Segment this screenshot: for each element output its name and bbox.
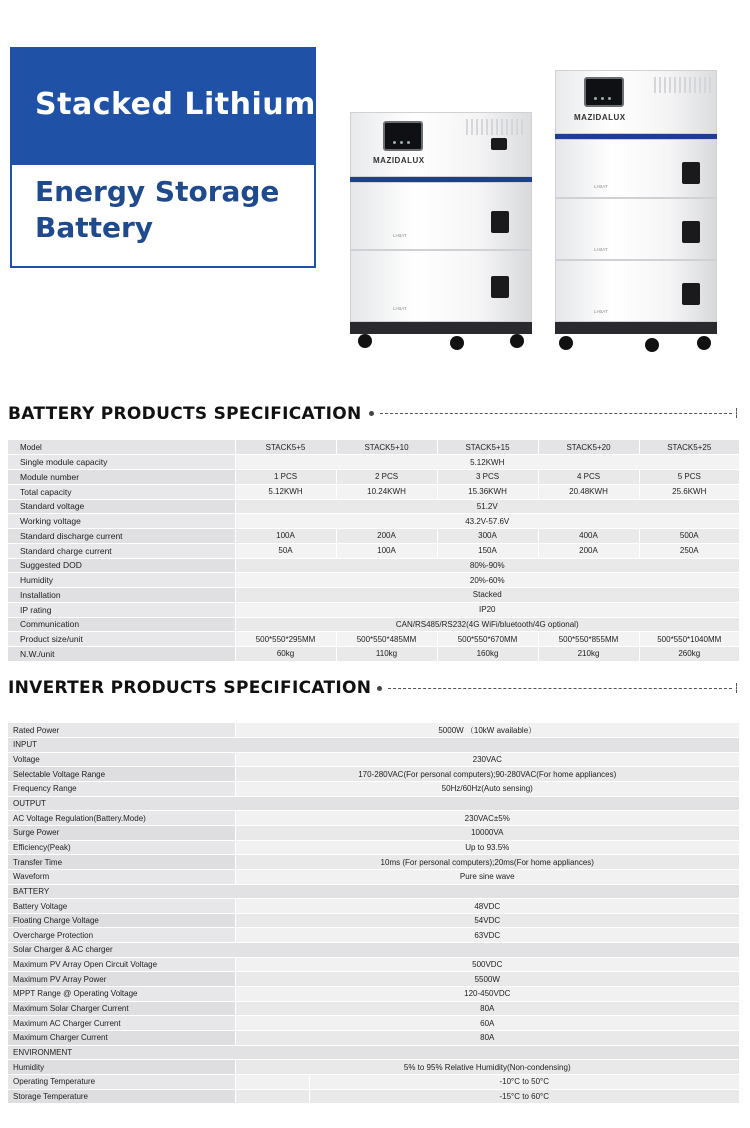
row-label: Battery Voltage <box>8 899 235 914</box>
display-screen-icon <box>383 121 423 151</box>
table-row <box>8 588 739 603</box>
row-value: 60kg <box>235 647 336 662</box>
row-value: 200A <box>336 529 437 544</box>
battery-spec-table <box>8 440 739 662</box>
row-label: Total capacity <box>8 484 235 499</box>
table-row <box>8 972 739 987</box>
row-label: Humidity <box>8 1060 235 1075</box>
row-value: 200A <box>538 543 639 558</box>
table-row <box>8 543 739 558</box>
row-value: 1 PCS <box>235 470 336 485</box>
table-row <box>8 767 739 782</box>
hero-banner <box>0 0 750 380</box>
group-label: BATTERY <box>8 884 739 899</box>
table-header-row <box>8 440 739 455</box>
spacer-cell <box>235 1089 309 1104</box>
row-value: 500*550*670MM <box>437 632 538 647</box>
table-row <box>8 632 739 647</box>
row-label: Humidity <box>8 573 235 588</box>
column-header-model: STACK5+25 <box>639 440 739 455</box>
table-row <box>8 617 739 632</box>
table-row <box>8 782 739 797</box>
table-row <box>8 602 739 617</box>
battery-spec-heading: BATTERY PRODUCTS SPECIFICATION <box>8 404 362 424</box>
row-value: 15.36KWH <box>437 484 538 499</box>
row-value: 5 PCS <box>639 470 739 485</box>
row-label: Floating Charge Voltage <box>8 913 235 928</box>
display-screen-icon <box>584 77 624 107</box>
table-row <box>8 825 739 840</box>
row-label: Transfer Time <box>8 855 235 870</box>
row-value: 260kg <box>639 647 739 662</box>
vent-grille <box>466 119 526 135</box>
row-label: Efficiency(Peak) <box>8 840 235 855</box>
row-label: Waveform <box>8 869 235 884</box>
row-value: 80A <box>235 1030 739 1045</box>
row-label: Working voltage <box>8 514 235 529</box>
row-value: 100A <box>336 543 437 558</box>
heading-bullet <box>377 686 382 691</box>
row-label: Standard discharge current <box>8 529 235 544</box>
row-label: Overcharge Protection <box>8 928 235 943</box>
table-row <box>8 514 739 529</box>
row-value: Pure sine wave <box>235 869 739 884</box>
group-label: ENVIRONMENT <box>8 1045 739 1060</box>
row-value: 4 PCS <box>538 470 639 485</box>
table-row <box>8 899 739 914</box>
row-value: 10.24KWH <box>336 484 437 499</box>
row-value: IP20 <box>235 602 739 617</box>
row-value: 400A <box>538 529 639 544</box>
table-row <box>8 855 739 870</box>
row-label: Communication <box>8 617 235 632</box>
row-value: 10000VA <box>235 825 739 840</box>
inverter-spec-heading: INVERTER PRODUCTS SPECIFICATION <box>8 678 372 698</box>
row-label: Storage Temperature <box>8 1089 235 1104</box>
row-value: 63VDC <box>235 928 739 943</box>
row-label: Product size/unit <box>8 632 235 647</box>
subtitle-box <box>10 165 316 268</box>
row-label: Operating Temperature <box>8 1074 235 1089</box>
table-row <box>8 987 739 1002</box>
row-value: 300A <box>437 529 538 544</box>
row-value: Up to 93.5% <box>235 840 739 855</box>
row-label: Selectable Voltage Range <box>8 767 235 782</box>
row-value: -10°C to 50°C <box>309 1074 739 1089</box>
row-value: 120-450VDC <box>235 987 739 1002</box>
row-label: Rated Power <box>8 723 235 738</box>
group-label: OUTPUT <box>8 796 739 811</box>
row-value: CAN/RS485/RS232(4G WiFi/bluetooth/4G optional) <box>235 617 739 632</box>
row-label: Installation <box>8 588 235 603</box>
table-row <box>8 1001 739 1016</box>
row-label: Standard charge current <box>8 543 235 558</box>
battery-product-image-large: MAZIDALUX LI-BAT LI-BAT LI-BAT <box>555 70 717 352</box>
row-label: Frequency Range <box>8 782 235 797</box>
row-value: 500A <box>639 529 739 544</box>
table-row <box>8 455 739 470</box>
battery-product-image-small: MAZIDALUX LI-BAT LI-BAT <box>350 112 532 350</box>
row-value: 160kg <box>437 647 538 662</box>
table-row <box>8 499 739 514</box>
row-label: N.W./unit <box>8 647 235 662</box>
row-value: 5% to 95% Relative Humidity(Non-condensing) <box>235 1060 739 1075</box>
table-row <box>8 1074 739 1089</box>
column-header-model: STACK5+5 <box>235 440 336 455</box>
row-value: 3 PCS <box>437 470 538 485</box>
table-group-row <box>8 1045 739 1060</box>
table-row <box>8 1016 739 1031</box>
inverter-spec-table <box>8 723 739 1104</box>
column-header-model: STACK5+20 <box>538 440 639 455</box>
group-label: Solar Charger & AC charger <box>8 943 739 958</box>
row-value: 100A <box>235 529 336 544</box>
row-value: 500*550*295MM <box>235 632 336 647</box>
table-row <box>8 573 739 588</box>
row-label: Maximum AC Charger Current <box>8 1016 235 1031</box>
group-label: INPUT <box>8 738 739 753</box>
brand-logo: MAZIDALUX <box>574 113 626 122</box>
table-group-row <box>8 796 739 811</box>
row-value: 230VAC <box>235 752 739 767</box>
row-label: Maximum PV Array Open Circuit Voltage <box>8 957 235 972</box>
row-value: 20.48KWH <box>538 484 639 499</box>
row-value: 60A <box>235 1016 739 1031</box>
row-value: 48VDC <box>235 899 739 914</box>
row-value: 25.6KWH <box>639 484 739 499</box>
row-value: 500VDC <box>235 957 739 972</box>
column-header-label: Model <box>8 440 235 455</box>
column-header-model: STACK5+10 <box>336 440 437 455</box>
row-label: Single module capacity <box>8 455 235 470</box>
row-label: Maximum Charger Current <box>8 1030 235 1045</box>
row-value: 5.12KWH <box>235 455 739 470</box>
heading-divider <box>388 688 732 689</box>
row-value: 2 PCS <box>336 470 437 485</box>
row-value: 230VAC±5% <box>235 811 739 826</box>
row-value: 5.12KWH <box>235 484 336 499</box>
spacer-cell <box>235 1074 309 1089</box>
table-group-row <box>8 738 739 753</box>
hero-title: Stacked Lithium <box>35 87 316 122</box>
table-row <box>8 647 739 662</box>
table-group-row <box>8 884 739 899</box>
row-label: Maximum Solar Charger Current <box>8 1001 235 1016</box>
row-value: 210kg <box>538 647 639 662</box>
row-label: MPPT Range @ Operating Voltage <box>8 987 235 1002</box>
column-header-model: STACK5+15 <box>437 440 538 455</box>
row-value: 110kg <box>336 647 437 662</box>
row-value: 50A <box>235 543 336 558</box>
table-row <box>8 913 739 928</box>
table-row <box>8 1089 739 1104</box>
row-value: 51.2V <box>235 499 739 514</box>
row-value: 20%-60% <box>235 573 739 588</box>
row-value: 500*550*1040MM <box>639 632 739 647</box>
row-value: 500*550*485MM <box>336 632 437 647</box>
table-row <box>8 723 739 738</box>
table-group-row <box>8 943 739 958</box>
table-row <box>8 1030 739 1045</box>
row-label: Surge Power <box>8 825 235 840</box>
row-value: 5500W <box>235 972 739 987</box>
vent-grille <box>654 77 714 93</box>
row-label: Suggested DOD <box>8 558 235 573</box>
row-label: IP rating <box>8 602 235 617</box>
row-value: 500*550*855MM <box>538 632 639 647</box>
row-value: 54VDC <box>235 913 739 928</box>
table-row <box>8 840 739 855</box>
heading-divider <box>380 413 732 414</box>
row-value: 150A <box>437 543 538 558</box>
table-row <box>8 1060 739 1075</box>
hero-subtitle-line2: Battery <box>35 211 154 244</box>
row-value: 80%-90% <box>235 558 739 573</box>
table-row <box>8 558 739 573</box>
table-row <box>8 928 739 943</box>
row-label: Standard voltage <box>8 499 235 514</box>
row-value: 170-280VAC(For personal computers);90-280VAC(For home appliances) <box>235 767 739 782</box>
row-label: Voltage <box>8 752 235 767</box>
row-value: 50Hz/60Hz(Auto sensing) <box>235 782 739 797</box>
table-row <box>8 529 739 544</box>
table-row <box>8 869 739 884</box>
row-label: Module number <box>8 470 235 485</box>
row-value: 10ms (For personal computers);20ms(For home appliances) <box>235 855 739 870</box>
heading-bullet <box>369 411 374 416</box>
row-value: 5000W （10kW available） <box>235 723 739 738</box>
row-value: Stacked <box>235 588 739 603</box>
row-value: 80A <box>235 1001 739 1016</box>
hero-subtitle-line1: Energy Storage <box>35 175 280 208</box>
table-row <box>8 470 739 485</box>
row-label: AC Voltage Regulation(Battery.Mode) <box>8 811 235 826</box>
row-label: Maximum PV Array Power <box>8 972 235 987</box>
table-row <box>8 484 739 499</box>
row-value: 250A <box>639 543 739 558</box>
table-row <box>8 957 739 972</box>
table-row <box>8 752 739 767</box>
row-value: 43.2V-57.6V <box>235 514 739 529</box>
brand-logo: MAZIDALUX <box>373 156 425 165</box>
row-value: -15°C to 60°C <box>309 1089 739 1104</box>
table-row <box>8 811 739 826</box>
title-box <box>10 47 316 165</box>
